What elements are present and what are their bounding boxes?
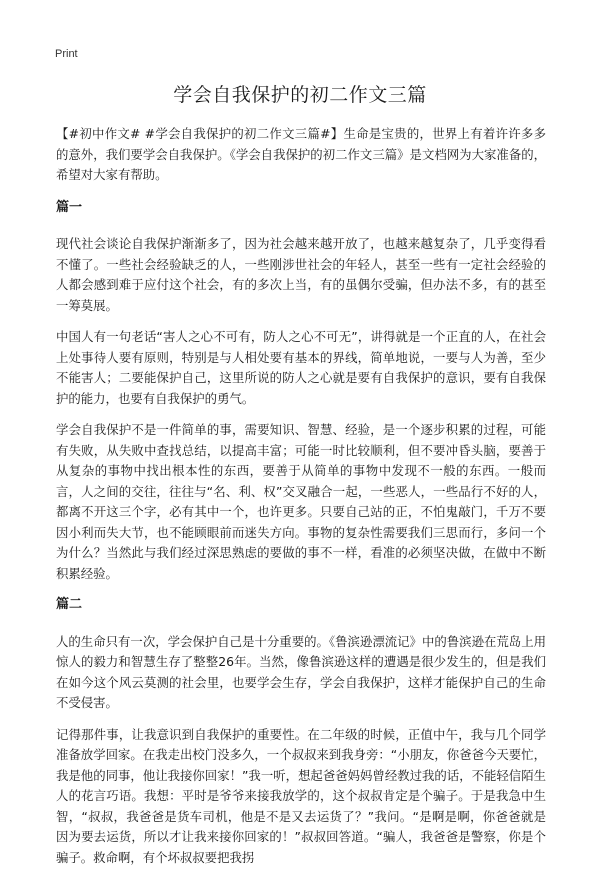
paragraph: 学会自我保护不是一件简单的事，需要知识、智慧、经验，是一个逐步积累的过程，可能有失败，从失败中查找总结，以提高丰富；可能一时比较顺利，但不要冲昏头脑，要善于从复杂的事物中找出根本性的东西，要善于从简单的事物中发现不一般的东西。一般而言，人之间的交往，往往与“名、利、权”交叉融合一起，一些恶人，一些品行不好的人，都离不开这三个字，必有其中一个，也许更多。只要自己站的正，不怕鬼敲门，千万不要因小利而失大节，也不能顾眼前而迷失方向。事物的复杂性需要我们三思而行，多问一个为什么？当然此与我们经过深思熟虑的要做的事不一样，看准的必须坚决做，在做中不断积累经验。: [56, 422, 546, 581]
section-heading-2: 篇二: [56, 597, 83, 612]
paragraph: 中国人有一句老话“害人之心不可有，防人之心不可无”，讲得就是一个正直的人，在社会上处事待人要有原则，特别是与人相处要有基本的界线，简单地说，一要与人为善，至少不能害人；二要能保护自己，这里所说的防人之心就是要有自我保护的意识，要有自我保护的能力，也要有自我保护的勇气。: [56, 329, 546, 406]
article-body: [56, 124, 546, 879]
print-link[interactable]: Print: [55, 48, 78, 60]
intro-paragraph: 【#初中作文# #学会自我保护的初二作文三篇#】生命是宝贵的，世界上有着许许多多的意外，我们要学会自我保护。《学会自我保护的初二作文三篇》是文档网为大家准备的，希望对大家有帮助。: [56, 126, 546, 182]
section-heading-1: 篇一: [56, 199, 83, 215]
paragraph: 记得那件事，让我意识到自我保护的重要性。在二年级的时候，正值中午，我与几个同学准备放学回家。在我走出校门没多久，一个叔叔来到我身旁：“小朋友，你爸爸今天要忙，我是他的同事，他让我接你回家！”我一听，想起爸爸妈妈曾经教过我的话，不能轻信陌生人的花言巧语。我想：平时是爷爷来接我放学的，这个叔叔肯定是个骗子。于是我急中生智，“叔叔，我爸爸是货车司机，他是不是又去运货了？”我问。“是啊是啊，你爸爸就是因为要去运货，所以才让我来接你回家的！”叔叔回答道。“骗人，我爸爸是警察，你是个骗子。救命啊，有个坏叔叔要把我拐: [56, 726, 546, 865]
paragraph: 人的生命只有一次，学会保护自己是十分重要的。《鲁滨逊漂流记》中的鲁滨逊在荒岛上用惊人的毅力和智慧生存了整整26年。当然，像鲁滨逊这样的遭遇是很少发生的，但是我们在如今这个风云莫测的社会里，也要学会生存，学会自我保护，这样才能保护自己的生命不受侵害。: [56, 633, 546, 710]
paragraph: 现代社会谈论自我保护渐渐多了，因为社会越来越开放了，也越来越复杂了，几乎变得看不懂了。一些社会经验缺乏的人，一些刚涉世社会的年轻人，甚至一些有一定社会经验的人都会感到难于应付这个社会，有的多次上当，有的虽偶尔受骗，但办法不多，有的甚至一筹莫展。: [56, 236, 546, 313]
page-title: 学会自我保护的初二作文三篇: [173, 84, 427, 106]
